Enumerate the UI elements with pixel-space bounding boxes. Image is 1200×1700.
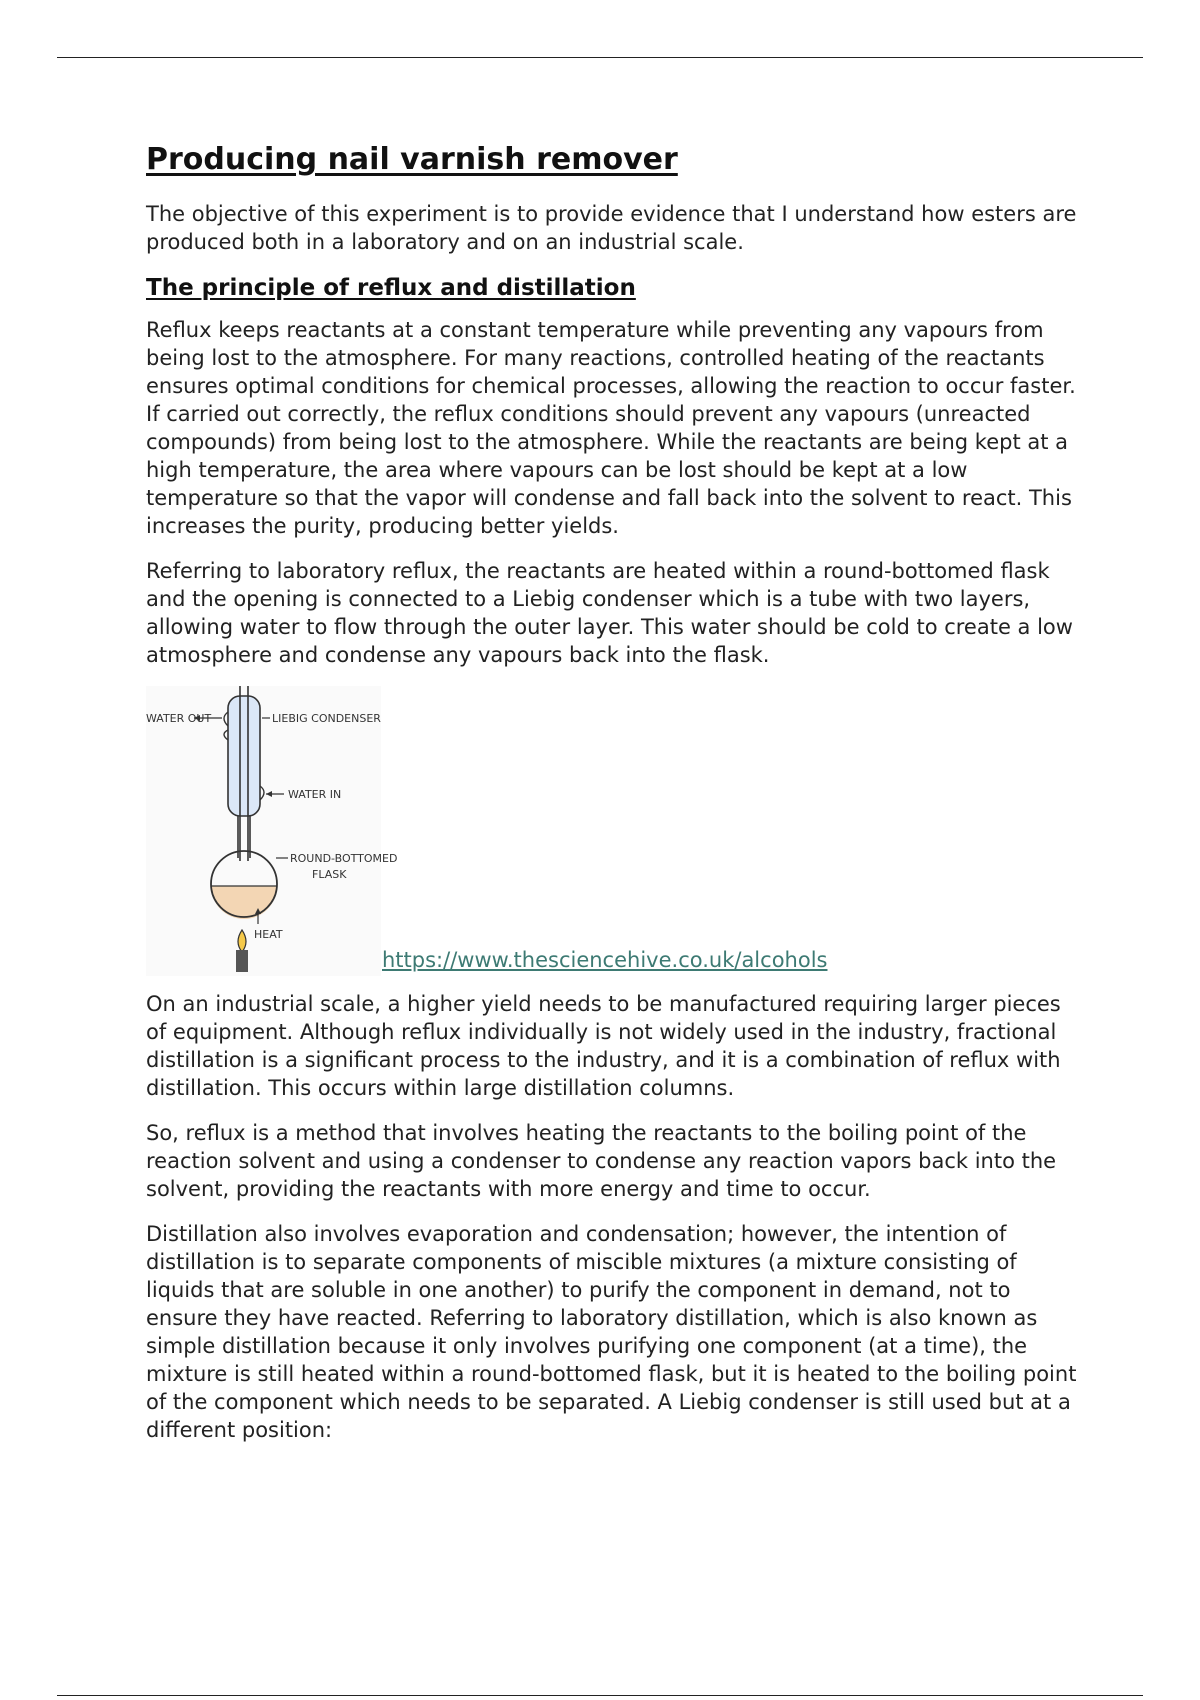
figure-row <box>146 686 1086 976</box>
header-rule <box>57 57 1143 58</box>
lab-reflux-paragraph: Referring to laboratory reflux, the reactants are heated within a round-bottomed flask and the opening is connected to a Liebig condenser which is a tube with two layers, allowing water to flow through the outer layer. This water should be cold to create a low atmosphere and condense any vapours back into the flask. <box>146 559 1073 667</box>
condenser-jacket-shape <box>228 696 260 816</box>
footer-rule <box>57 1695 1143 1696</box>
label-flask-line2: FLASK <box>312 868 347 881</box>
reflux-paragraph: Reflux keeps reactants at a constant temperature while preventing any vapours from being lost to the atmosphere. For many reactions, controlled heating of the reactants ensures optimal conditions for chemical processes, allowing the reaction to occur faster. If carried out correctly, the reflux conditions should prevent any vapours (unreacted compounds) from being lost to the atmosphere. While the reactants are being kept at a high temperature, the area where vapours can be lost should be kept at a low temperature so that the vapor will condense and fall back into the solvent to react. This increases the purity, producing better yields. <box>146 318 1076 538</box>
reflux-apparatus-diagram <box>146 686 398 976</box>
section-heading: The principle of reflux and distillation <box>146 275 636 301</box>
distillation-paragraph: Distillation also involves evaporation and condensation; however, the intention of distillation is to separate components of miscible mixtures (a mixture consisting of liquids that are soluble in one another) to purify the component in demand, not to ensure they have reacted. Referring to laboratory distillation, which is also known as simple distillation because it only involves purifying one component (at a time), the mixture is still heated within a round-bottomed flask, but it is heated to the boiling point of the component which needs to be separated. A Liebig condenser is still used but at a different position: <box>146 1222 1077 1442</box>
industrial-paragraph: On an industrial scale, a higher yield needs to be manufactured requiring larger pieces of equipment. Although reflux individually is not widely used in the industry, fractional distillation is a significant process to the industry, and it is a combination of reflux with distillation. This occurs within large distillation columns. <box>146 992 1061 1100</box>
label-water-in: WATER IN <box>288 788 342 801</box>
page-title: Producing nail varnish remover <box>146 142 678 177</box>
source-link[interactable]: https://www.thesciencehive.co.uk/alcohols <box>382 948 828 972</box>
burner-shape <box>236 950 248 972</box>
reflux-summary-paragraph: So, reflux is a method that involves heating the reactants to the boiling point of the reaction solvent and using a condenser to condense any reaction vapors back into the solvent, providing the reactants with more energy and time to occur. <box>146 1121 1057 1201</box>
document-body <box>146 140 1086 1461</box>
label-liebig-condenser: LIEBIG CONDENSER <box>272 712 381 725</box>
label-heat: HEAT <box>254 928 283 941</box>
intro-paragraph: The objective of this experiment is to provide evidence that I understand how esters are produced both in a laboratory and on an industrial scale. <box>146 202 1077 254</box>
reflux-apparatus-svg <box>146 686 398 976</box>
label-water-out: WATER OUT <box>146 712 212 725</box>
label-flask-line1: ROUND-BOTTOMED <box>290 852 398 865</box>
